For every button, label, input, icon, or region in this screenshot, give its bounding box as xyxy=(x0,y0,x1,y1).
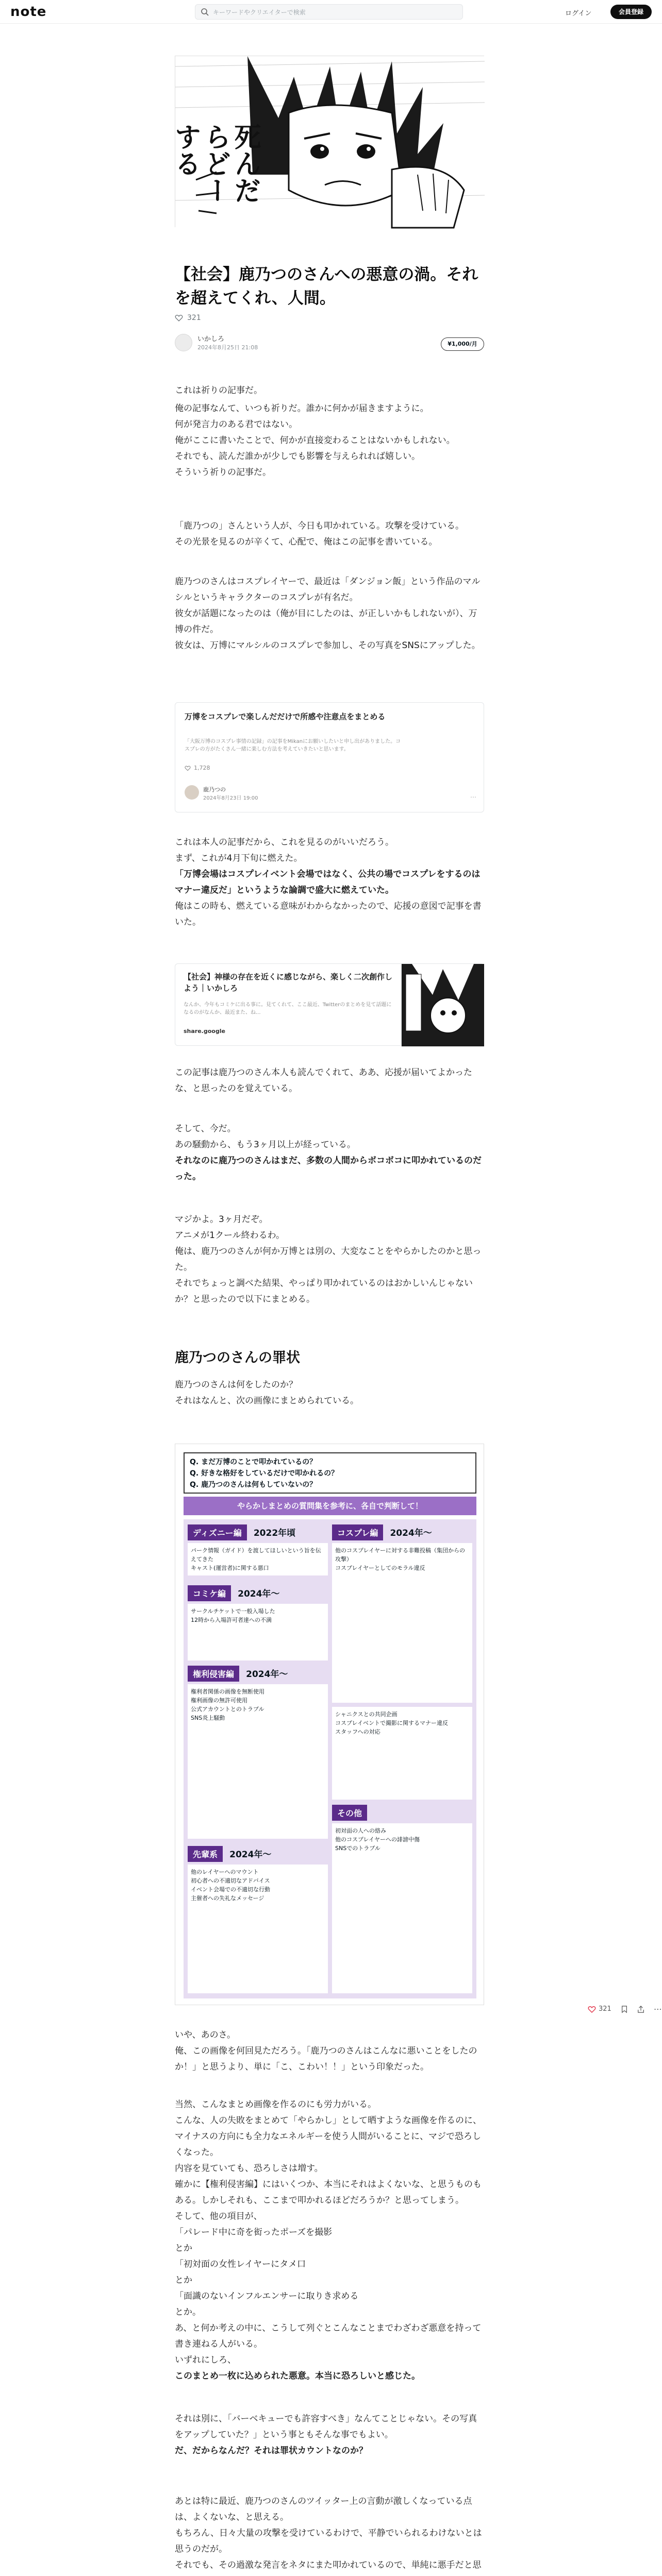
card-date: 2024年8月23日 19:00 xyxy=(203,795,258,801)
paragraph-7 xyxy=(175,1212,484,1308)
question-3: Q. 鹿乃つのさんは何もしていないの？ xyxy=(190,1481,317,1489)
section-senpai xyxy=(188,1846,328,1861)
cover-image xyxy=(170,56,484,227)
rights-list-right xyxy=(332,1707,472,1800)
senpai-list xyxy=(188,1865,328,1993)
text-line: 俺、この画像を何回見ただろう。「鹿乃つのさんはこんなに悪いことをしたのか！」と思うより、単に「こ、こわい！！」という印象だった。 xyxy=(175,2046,477,2072)
text-line: あの騒動から、もう3ヶ月以上が経っている。 xyxy=(175,1140,356,1150)
list-item: 他のコスプレイヤーへの誹謗中傷 xyxy=(335,1836,420,1843)
card-domain: share.google xyxy=(184,1028,225,1035)
text-line-bold: それなのに鹿乃つのさんはまだ、多数の人間からボコボコに叩かれているのだった。 xyxy=(175,1156,482,1182)
disney-heading: ディズニー編 xyxy=(188,1524,247,1540)
text-line: 「パレード中に奇を衒ったポーズを撮影 xyxy=(175,2227,333,2238)
paragraph-3 xyxy=(175,574,484,654)
list-item: シャニクスとの共同企画 xyxy=(335,1711,398,1718)
card-thumbnail xyxy=(401,964,484,1046)
list-item: SNSでのトラブル xyxy=(335,1845,380,1852)
thumbnail-illustration xyxy=(402,964,484,1046)
rights-heading: 権利侵害編 xyxy=(188,1666,239,1682)
text-line: アニメが1クール終わるわ。 xyxy=(175,1230,285,1241)
text-line: これは祈りの記事だ。 xyxy=(175,385,262,396)
text-line: 「初対面の女性レイヤーにタメ口 xyxy=(175,2259,306,2269)
list-item: コスプレイベントで撮影に関するマナー違反 xyxy=(335,1720,449,1726)
text-line: それでも、読んだ誰かが少しでも影響を与えられれば嬉しい。 xyxy=(175,451,420,462)
reaction-bar xyxy=(588,2004,662,2014)
text-line: まず、これが4月下旬に燃えた。 xyxy=(175,853,303,863)
search-input[interactable] xyxy=(195,4,463,20)
list-item: 権利者関係の画像を無断使用 xyxy=(191,1688,264,1695)
paragraph-8 xyxy=(175,1377,484,1409)
text-line: マジかよ。3ヶ月だぞ。 xyxy=(175,1214,268,1225)
heart-icon xyxy=(185,765,191,771)
paragraph-5 xyxy=(175,1065,484,1097)
text-line: 当然、こんなまとめ画像を作るのにも労力がいる。 xyxy=(175,2099,376,2110)
text-line: 彼女は、万博にマルシルのコスプレで参加し、その写真をSNSにアップした。 xyxy=(175,640,481,651)
text-line: とか。 xyxy=(175,2307,201,2317)
comike-list xyxy=(188,1604,328,1660)
question-1: Q. まだ万博のことで叩かれているの？ xyxy=(190,1458,317,1466)
text-line: そういう祈りの記事だ。 xyxy=(175,467,271,478)
text-line: 確かに【権利侵害編】にはいくつか、本当にそれはよくないな、と思うものもある。しかしそれも、ここまで叩かれるほどだろうか？と思ってしまう。 xyxy=(175,2179,482,2206)
cosplay-list xyxy=(332,1543,472,1703)
embed-card-note[interactable] xyxy=(175,702,484,812)
question-2: Q. 好きな格好をしているだけで叩かれるの？ xyxy=(190,1469,339,1478)
heart-icon xyxy=(175,314,183,322)
paragraph-12 xyxy=(175,2494,484,2576)
post-date: 2024年8月25日 21:08 xyxy=(197,344,258,351)
other-heading: その他 xyxy=(332,1805,367,1821)
list-item: 初対面の人への絡み xyxy=(335,1827,386,1834)
search-placeholder: キーワードやクリエイターで検索 xyxy=(213,8,306,16)
text-line: 俺はこの時も、燃えている意味がわからなかったので、応援の意図で記事を書いた。 xyxy=(175,901,482,927)
list-item: サークルチケットで一般入場した xyxy=(191,1608,275,1615)
text-line: それはなんと、次の画像にまとめられている。 xyxy=(175,1396,359,1406)
section-cosplay xyxy=(332,1524,472,1540)
disney-list xyxy=(188,1543,328,1575)
text-line: とか xyxy=(175,2243,192,2253)
cosplay-year: 2024年〜 xyxy=(390,1528,432,1538)
author-avatar[interactable] xyxy=(175,334,192,351)
bookmark-icon[interactable] xyxy=(621,2006,628,2013)
infographic-image xyxy=(175,1444,484,2005)
section-other xyxy=(332,1805,472,1820)
paragraph-6 xyxy=(175,1121,484,1185)
text-line: あ、と何か考えの中に、こうして列ぐとこんなことまでわざわざ悪意を持って書き連ねる人がいる。 xyxy=(175,2323,482,2349)
text-line: こんな、人の失敗をまとめて「やらかし」として晒すような画像を作るのに、マイナスの方向にも全力なエネルギーを使う人間がいることに、マジで恐ろしくなった。 xyxy=(175,2115,482,2158)
paragraph-1 xyxy=(175,383,484,481)
list-item: SNS炎上騒動 xyxy=(191,1715,225,1721)
card-author-avatar xyxy=(185,785,199,800)
membership-price-button[interactable]: ¥1,000/月 xyxy=(441,337,484,351)
text-line: 鹿乃つのさんは何をしたのか？ xyxy=(175,1380,297,1390)
text-line: それでちょっと調べた結果、やっぱり叩かれているのはおかしいんじゃないか？と思ったので以下にまとめる。 xyxy=(175,1278,473,1304)
article-title: 【社会】鹿乃つのさんへの悪意の渦。それを超えてくれ、人間。 xyxy=(175,265,478,308)
paragraph-10 xyxy=(175,2097,484,2384)
section-heading-crime: 鹿乃つのさんの罪状 xyxy=(175,1350,300,1366)
embed-card-external[interactable] xyxy=(175,963,484,1046)
paragraph-4 xyxy=(175,835,484,930)
text-line-bold: このまとめ一枚に込められた悪意。本当に恐ろしいと感じた。 xyxy=(175,2371,420,2381)
senpai-heading: 先輩系 xyxy=(188,1846,223,1862)
card-author: 鹿乃つの xyxy=(203,786,226,793)
list-item: 他のレイヤーへのマウント xyxy=(191,1869,259,1875)
signup-button[interactable]: 会員登録 xyxy=(610,5,652,19)
rights-year: 2024年〜 xyxy=(246,1669,288,1680)
text-line: あとは特に最近、鹿乃つのさんのツイッター上の言動が激しくなっている点は、よくないな、と思える。 xyxy=(175,2496,472,2522)
text-line: これは本人の記事だから、これを見るのがいいだろう。 xyxy=(175,837,394,848)
card-description: 「大阪万博のコスプレ事情の記録」の記事をMikanにお願いしたいと申し出がありました。コスプレの方がたくさん一緒に楽しむ方法を考えていきたいと思います。 xyxy=(185,739,401,752)
paragraph-2 xyxy=(175,518,484,550)
list-item: 公式アカウントとのトラブル xyxy=(191,1706,264,1713)
senpai-year: 2024年〜 xyxy=(229,1850,272,1860)
list-item: 12時から入場許可者達への不満 xyxy=(191,1617,272,1623)
card-likes xyxy=(185,765,210,771)
card-title: 万博をコスプレで楽しんだだけで所感や注意点をまとめる xyxy=(185,712,386,721)
text-line: 俺がここに書いたことで、何かが直接変わることはないかもしれない。 xyxy=(175,435,455,446)
card-likes-number: 1,728 xyxy=(194,765,210,771)
share-icon[interactable] xyxy=(637,2006,644,2013)
text-line: それでも、その過激な発言をネタにまた叩かれているので、単純に悪手だと思 xyxy=(175,2560,482,2570)
card-title: 【社会】神様の存在を近くに感じながら、楽しく二次創作しよう｜いかしろ xyxy=(184,972,393,993)
list-item: パーク情報（ガイド）を渡してほしいという旨を伝えてきた xyxy=(191,1547,321,1563)
text-line: 鹿乃つのさんはコスプレイヤーで、最近は「ダンジョン飯」という作品のマルシルというキャラクターのコスプレが有名だ。 xyxy=(175,577,481,603)
text-line-bold: だ、だからなんだ？それは罪状カウントなのか？ xyxy=(175,2446,368,2456)
list-item: イベント会場での不適切な行動 xyxy=(191,1886,270,1893)
infographic-banner: やらかしまとめの質問集を参考に、各自で判断して！ xyxy=(184,1497,476,1515)
card-description: なんか、今年もコミケに出る事に。見てくれて、ここ最近、Twitterのまとめを見て話題になるのがなんか、最近また、ね... xyxy=(184,1002,392,1015)
text-line: とか xyxy=(175,2275,192,2285)
section-comike xyxy=(188,1585,328,1601)
list-item: 主催者への失礼なメッセージ xyxy=(191,1895,264,1902)
text-line: そして、今だ。 xyxy=(175,1124,236,1134)
likes-count-top[interactable] xyxy=(175,314,484,322)
list-item: 他のコスプレイヤーに対する非難投稿（集団からの攻撃） xyxy=(335,1547,466,1563)
cosplay-heading: コスプレ編 xyxy=(332,1524,383,1540)
section-rights xyxy=(188,1666,328,1681)
text-line: そして、他の項目が、 xyxy=(175,2211,262,2222)
section-disney xyxy=(188,1524,328,1540)
text-line: 内容を見ていても、恐ろしさは増す。 xyxy=(175,2163,323,2174)
text-line: もちろん、日々大量の攻撃を受けているわけで、平静でいられるわけないとは思うのだが。 xyxy=(175,2528,482,2554)
text-line: 俺は、鹿乃つのさんが何か万博とは別の、大変なことをやらかしたのかと思った。 xyxy=(175,1246,482,1273)
list-item: コスプレイヤーとしてのモラル違反 xyxy=(335,1565,425,1571)
card-more-icon[interactable]: ⋯ xyxy=(470,793,476,801)
disney-year: 2022年頃 xyxy=(253,1528,296,1538)
note-logo[interactable]: note xyxy=(10,4,47,20)
text-line: この記事は鹿乃つのさん本人も読んでくれて、ああ、応援が届いてよかったな、と思ったのを覚えている。 xyxy=(175,1067,472,1094)
infographic-questions xyxy=(184,1452,476,1494)
paragraph-9 xyxy=(175,2027,484,2075)
text-line: それは別に、「バーベキューでも許容すべき」なんてことじゃない。その写真をアップしていた？」という事ともそんな事でもよい。 xyxy=(175,2414,477,2440)
text-line: いずれにしろ、 xyxy=(175,2355,236,2365)
likes-number: 321 xyxy=(187,314,201,322)
cover-text: 死んだらどーする xyxy=(170,123,260,204)
like-count: 321 xyxy=(599,2005,611,2013)
text-line: 彼女が話題になったのは（俺が目にしたのは、が正しいかもしれないが）、万博の件だ。 xyxy=(175,608,477,635)
list-item: スタッフへの対応 xyxy=(335,1728,380,1735)
list-item: 初心者への不適切なアドバイス xyxy=(191,1877,270,1884)
author-row xyxy=(175,333,484,353)
text-line: 「面識のないインフルエンサーに取りき求める xyxy=(175,2291,359,2301)
text-line: 「鹿乃つの」さんという人が、今日も叩かれている。攻撃を受けている。 xyxy=(175,521,464,531)
text-line-bold: 「万博会場はコスプレイベント会場ではなく、公共の場でコスプレをするのはマナー違反だ」というような論調で盛大に燃えていた。 xyxy=(175,869,481,895)
text-line: 俺の記事なんて、いつも祈りだ。誰かに何かが届きますように。 xyxy=(175,403,429,414)
list-item: キャスト(運営者)に関する悪口 xyxy=(191,1565,269,1571)
search-icon xyxy=(201,8,209,16)
like-button[interactable] xyxy=(588,2005,611,2013)
paragraph-11 xyxy=(175,2411,484,2459)
rights-list xyxy=(188,1684,328,1839)
comike-year: 2024年〜 xyxy=(238,1589,280,1599)
other-list xyxy=(332,1823,472,1993)
login-link[interactable]: ログイン xyxy=(565,10,592,18)
more-icon[interactable]: ⋯ xyxy=(653,2004,662,2014)
comike-heading: コミケ編 xyxy=(188,1585,231,1601)
text-line: 何が発言力のある君ではない。 xyxy=(175,419,297,430)
heart-icon xyxy=(588,2005,596,2013)
author-name[interactable]: いかしろ xyxy=(197,335,225,343)
top-header xyxy=(0,0,662,24)
text-line: その光景を見るのが辛くて、心配で、俺はこの記事を書いている。 xyxy=(175,537,438,547)
text-line: いや、あのさ。 xyxy=(175,2030,236,2040)
list-item: 権利画像の無許可使用 xyxy=(191,1697,247,1704)
